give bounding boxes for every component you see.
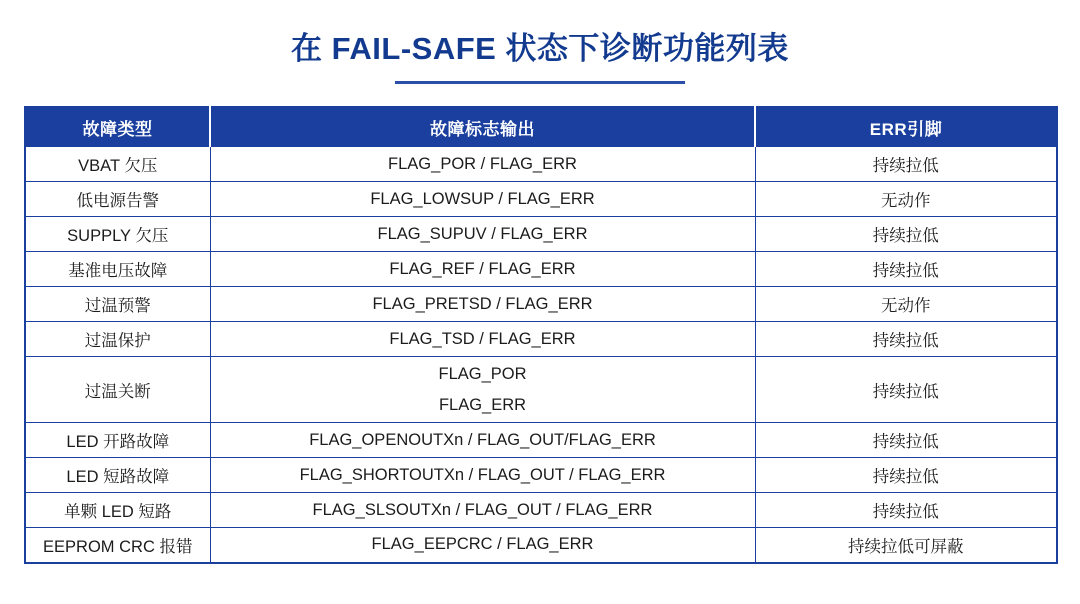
cell-fault-type: 过温保护	[25, 322, 210, 357]
table-row	[25, 147, 1057, 182]
cell-err-pin: 持续拉低	[755, 322, 1057, 357]
table-row	[25, 287, 1057, 322]
table-body	[25, 147, 1057, 563]
cell-err-pin: 持续拉低	[755, 357, 1057, 423]
cell-err-pin: 持续拉低	[755, 493, 1057, 528]
cell-flag-output: FLAG_EEPCRC / FLAG_ERR	[210, 528, 755, 563]
title-block	[0, 0, 1080, 84]
cell-fault-type: VBAT 欠压	[25, 147, 210, 182]
page-title: 在 FAIL-SAFE 状态下诊断功能列表	[291, 31, 789, 66]
cell-flag-output: FLAG_SLSOUTXn / FLAG_OUT / FLAG_ERR	[210, 493, 755, 528]
table-row	[25, 322, 1057, 357]
diagnostics-table	[24, 106, 1058, 564]
cell-flag-output	[210, 357, 755, 423]
cell-flag-output: FLAG_POR / FLAG_ERR	[210, 147, 755, 182]
table-row	[25, 357, 1057, 423]
flag-line: FLAG_ERR	[438, 395, 527, 414]
cell-fault-type: EEPROM CRC 报错	[25, 528, 210, 563]
cell-flag-output: FLAG_LOWSUP / FLAG_ERR	[210, 182, 755, 217]
cell-fault-type: 基准电压故障	[25, 252, 210, 287]
diagnostics-table-wrapper	[24, 106, 1056, 564]
table-row	[25, 423, 1057, 458]
cell-flag-output: FLAG_OPENOUTXn / FLAG_OUT/FLAG_ERR	[210, 423, 755, 458]
table-header-row	[25, 107, 1057, 147]
cell-err-pin: 持续拉低	[755, 217, 1057, 252]
table-row	[25, 493, 1057, 528]
title-underline	[395, 81, 685, 84]
cell-flag-output: FLAG_REF / FLAG_ERR	[210, 252, 755, 287]
flag-line: FLAG_POR	[438, 365, 527, 384]
cell-err-pin: 持续拉低	[755, 252, 1057, 287]
cell-fault-type: 低电源告警	[25, 182, 210, 217]
cell-err-pin: 持续拉低	[755, 423, 1057, 458]
cell-err-pin: 无动作	[755, 287, 1057, 322]
column-header-fault-type: 故障类型	[25, 107, 210, 147]
table-row	[25, 217, 1057, 252]
cell-err-pin: 持续拉低可屏蔽	[755, 528, 1057, 563]
column-header-err-pin: ERR引脚	[755, 107, 1057, 147]
table-row	[25, 252, 1057, 287]
table-row	[25, 458, 1057, 493]
cell-flag-output: FLAG_SHORTOUTXn / FLAG_OUT / FLAG_ERR	[210, 458, 755, 493]
cell-err-pin: 持续拉低	[755, 458, 1057, 493]
cell-fault-type: SUPPLY 欠压	[25, 217, 210, 252]
cell-flag-output: FLAG_PRETSD / FLAG_ERR	[210, 287, 755, 322]
cell-fault-type: LED 短路故障	[25, 458, 210, 493]
table-row	[25, 182, 1057, 217]
cell-flag-output: FLAG_SUPUV / FLAG_ERR	[210, 217, 755, 252]
cell-err-pin: 无动作	[755, 182, 1057, 217]
cell-fault-type: 过温预警	[25, 287, 210, 322]
table-header	[25, 107, 1057, 147]
cell-fault-type: LED 开路故障	[25, 423, 210, 458]
cell-fault-type: 单颗 LED 短路	[25, 493, 210, 528]
column-header-flag-output: 故障标志输出	[210, 107, 755, 147]
cell-fault-type: 过温关断	[25, 357, 210, 423]
table-row	[25, 528, 1057, 563]
cell-flag-output: FLAG_TSD / FLAG_ERR	[210, 322, 755, 357]
cell-err-pin: 持续拉低	[755, 147, 1057, 182]
